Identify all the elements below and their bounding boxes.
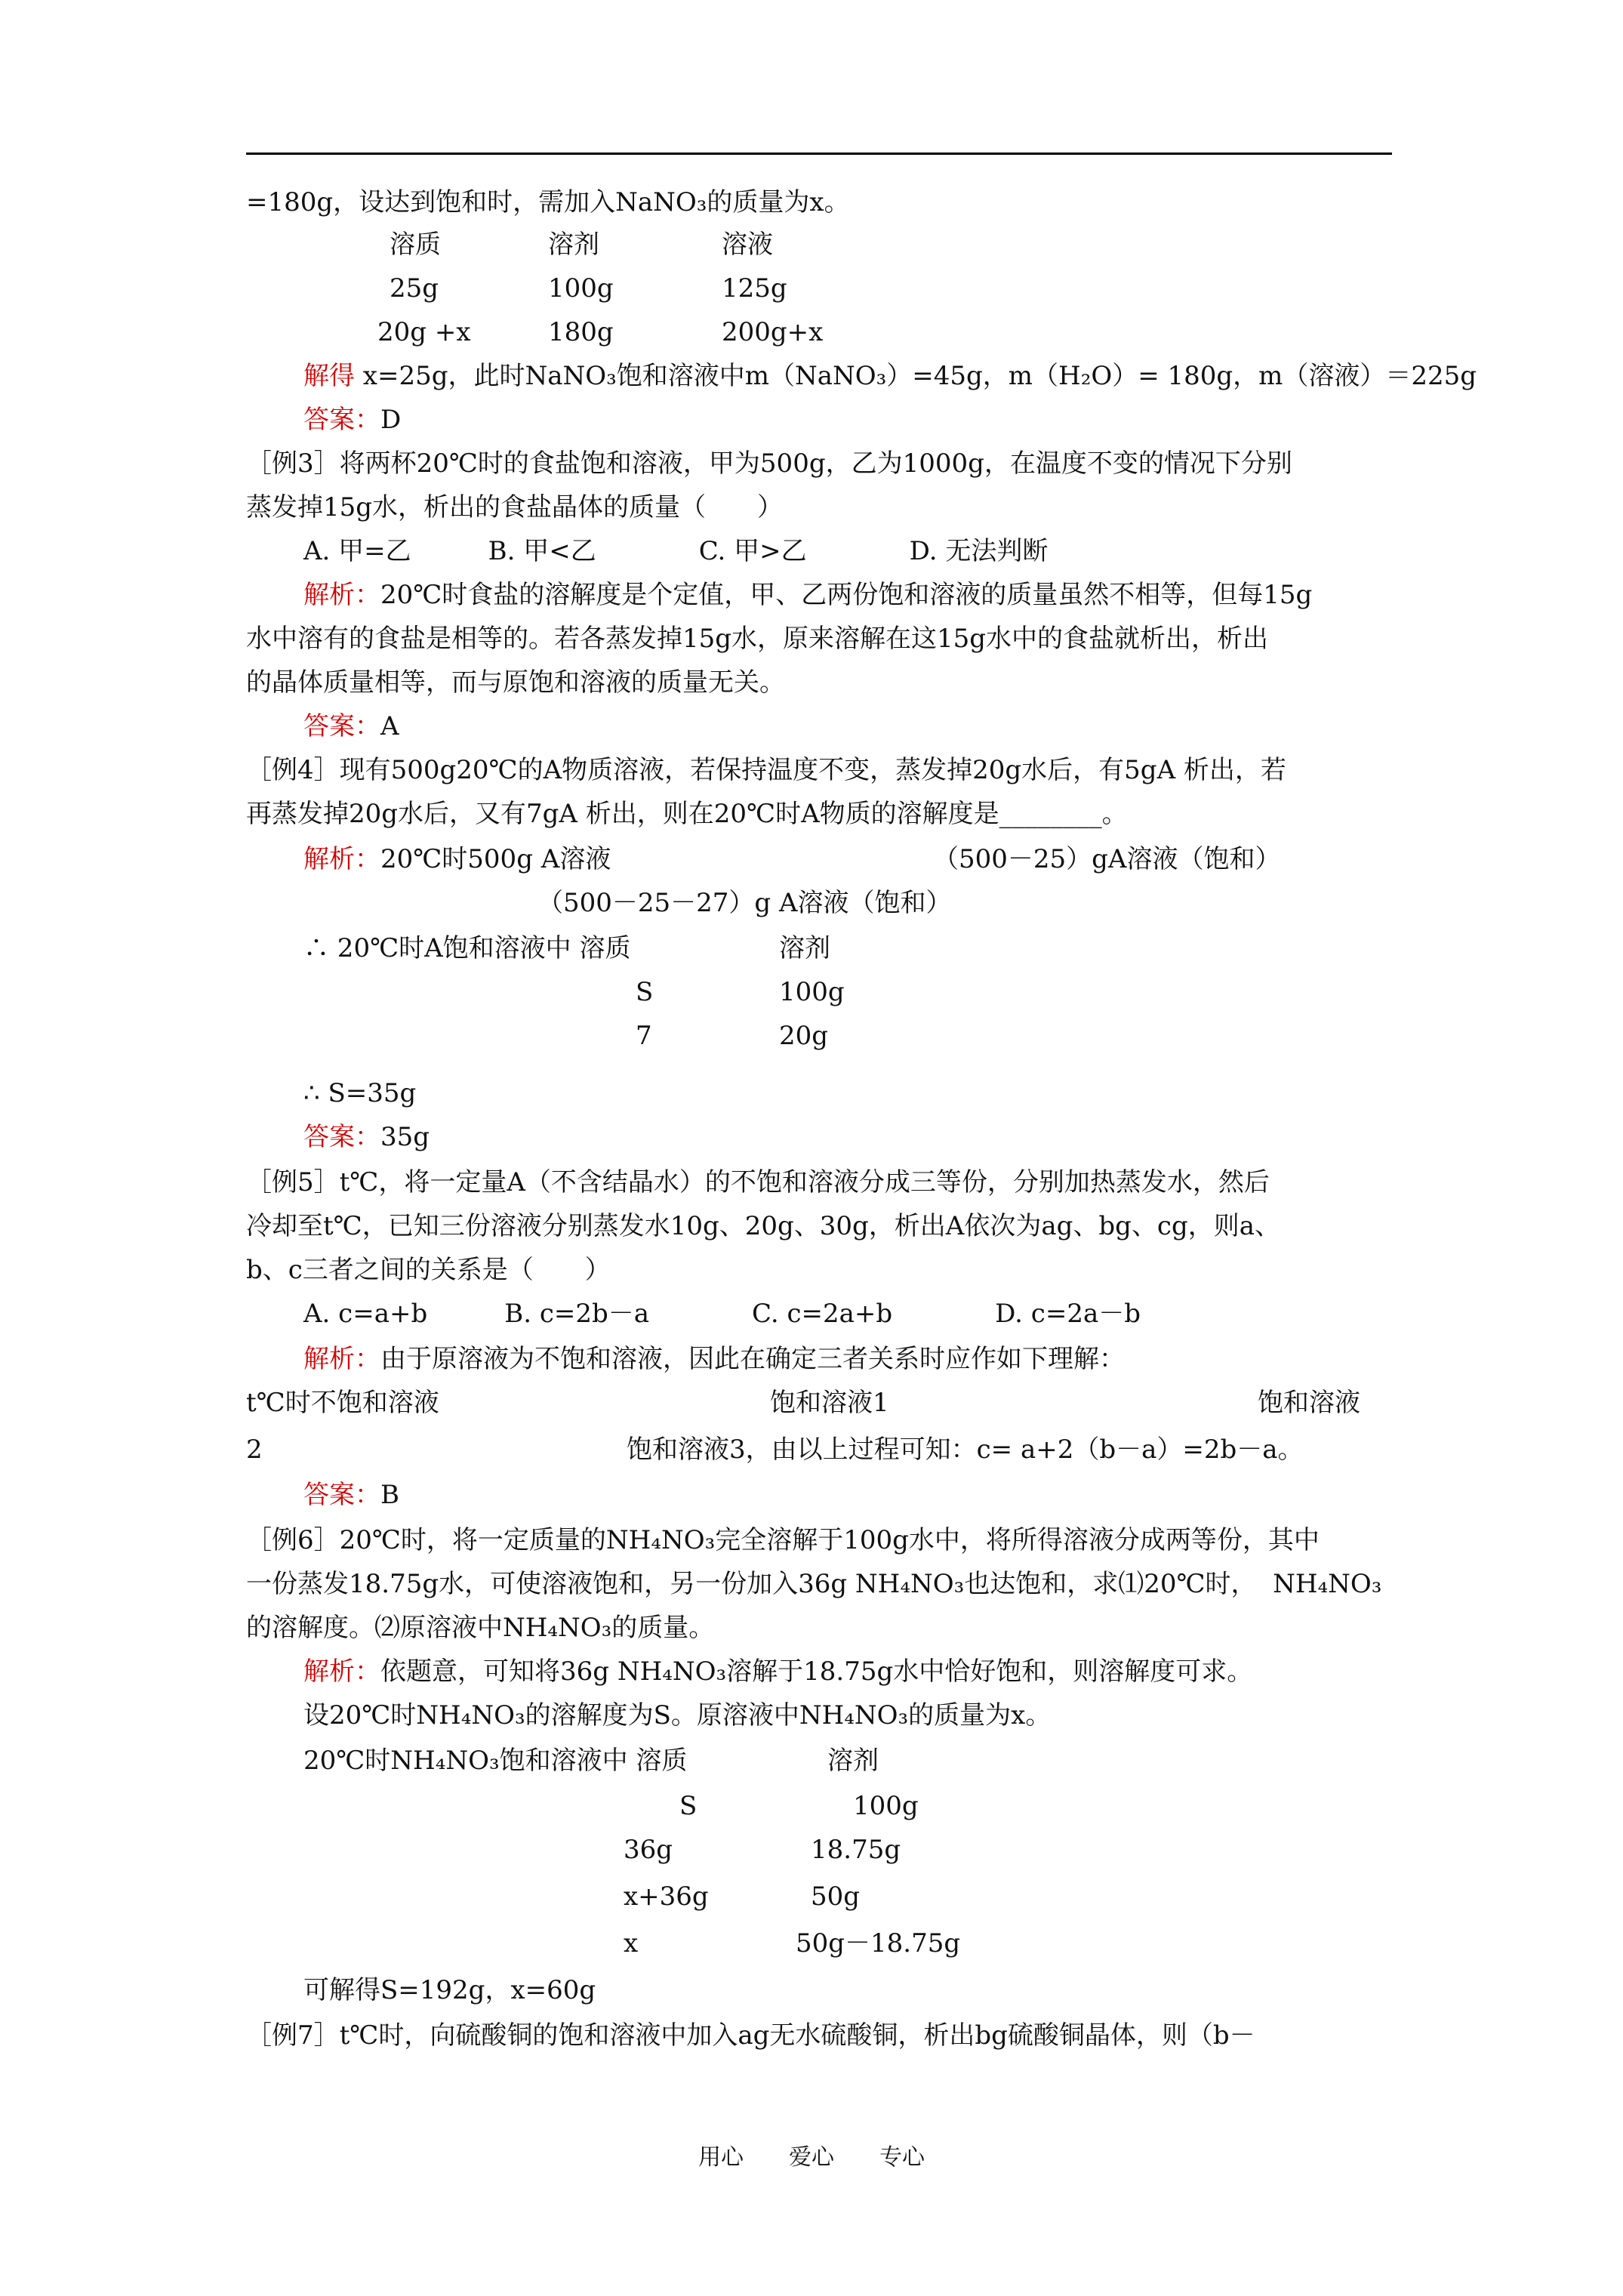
line-text: 冷却至t℃，已知三份溶液分别蒸发水10g、20g、30g，析出A依次为ag、bg、cg，则a、 [246,1211,1280,1241]
line-text: 125g [722,273,787,304]
line-text: b、c三者之间的关系是（ ） [246,1255,611,1285]
text-line [303,843,611,876]
line-text: 饱和溶液3，由以上过程可知：c= a+2（b－a）=2b－a。 [627,1435,1304,1465]
line-text: 蒸发掉15g水，析出的食盐晶体的质量（ ） [246,492,784,522]
line-text: 溶液 [722,230,773,260]
text-line [722,272,787,305]
text-line [303,1699,1051,1732]
text-line [246,1433,263,1466]
text-line [779,1019,828,1052]
line-text: A. c=a+b B. c=2b－a C. c=2a+b D. c=2a－b [303,1299,1141,1329]
line-text: 50g－18.75g [796,1928,961,1959]
line-text: ［例6］20℃时，将一定质量的NH₄NO₃完全溶解于100g水中，将所得溶液分成两等份，其中 [246,1525,1320,1555]
text-line [627,1433,1304,1466]
line-text: 设20℃时NH₄NO₃的溶解度为S。原溶液中NH₄NO₃的质量为x。 [303,1700,1052,1730]
line-text: ∴ 20℃时A饱和溶液中 溶质 [303,933,631,963]
line-text: （500－25－27）g A溶液（饱和） [537,888,952,918]
text-line [624,1833,673,1866]
text-line [303,535,1048,568]
text-line [377,316,471,349]
line-text: x+36g [624,1881,709,1912]
line-text: S [636,977,654,1007]
text-line [537,886,952,920]
text-line [303,1120,430,1154]
line-text: 36g [624,1835,673,1865]
text-line [811,1880,860,1913]
answer-label: 解析： [303,1344,380,1374]
text-line [636,975,653,1009]
text-line [1258,1386,1360,1419]
text-line [722,228,773,261]
line-text: A [380,711,399,741]
line-text: 100g [779,977,845,1007]
text-line [548,316,614,349]
line-text: S [679,1791,698,1821]
text-line [246,491,783,524]
answer-label: 解析： [303,1657,380,1687]
line-text: 20g +x [377,317,471,347]
text-line [624,1927,638,1960]
text-line [796,1927,960,1960]
text-line [246,666,785,699]
line-text: ［例5］t℃，将一定量A（不含结晶水）的不饱和溶液分成三等份，分别加热蒸发水，然后 [246,1167,1270,1197]
line-text: x [624,1928,639,1959]
text-line [853,1789,919,1823]
line-text: 依题意，可知将36g NH₄NO₃溶解于18.75g水中恰好饱和，则溶解度可求。 [380,1657,1253,1687]
line-text: t℃时不饱和溶液 [246,1388,439,1418]
line-text: 18.75g [811,1835,901,1865]
line-text: 一份蒸发18.75g水，可使溶液饱和，另一份加入36g NH₄NO₃也达饱和，求⑴20℃时， NH₄NO₃ [246,1569,1382,1599]
text-line [246,186,850,219]
text-line [246,754,1286,787]
line-text: 溶质 [390,230,441,260]
line-text: 200g+x [722,317,824,347]
line-text: 35g [380,1122,430,1152]
line-text: ［例7］t℃时，向硫酸铜的饱和溶液中加入ag无水硫酸铜，析出bg硫酸铜晶体，则（b－ [246,2020,1255,2051]
text-line [303,403,401,436]
line-text: ［例3］将两杯20℃时的食盐饱和溶液，甲为500g，乙为1000g，在温度不变的情况下分别 [246,448,1292,479]
answer-label: 答案： [303,711,380,741]
text-line [303,1342,1125,1376]
text-line [303,932,630,965]
text-line [246,1386,439,1419]
line-text: 溶剂 [779,933,830,963]
text-line [933,843,1280,876]
line-text: ∴ S=35g [303,1078,417,1108]
text-line [303,1297,1141,1330]
line-text: 由于原溶液为不饱和溶液，因此在确定三者关系时应作如下理解： [380,1344,1125,1374]
line-text: B [380,1480,399,1510]
text-line [811,1833,901,1866]
text-line [246,622,1268,655]
text-line [303,1974,596,2007]
text-line [246,1166,1270,1199]
line-text: 180g [548,317,614,347]
line-text: 20℃时食盐的溶解度是个定值，甲、乙两份饱和溶液的质量虽然不相等，但每15g [380,580,1313,610]
line-text: x=25g，此时NaNO₃饱和溶液中m（NaNO₃）=45g，m（H₂O）= 180g，m（溶液）＝225g [355,361,1477,391]
text-line [246,1524,1320,1557]
answer-label: 答案： [303,1480,380,1510]
line-text: 溶剂 [827,1746,879,1776]
text-line [303,1077,416,1110]
answer-label: 解得 [303,361,355,391]
text-line [827,1744,879,1777]
text-line [246,1210,1280,1243]
text-line [303,1655,1252,1688]
text-line [679,1789,697,1823]
line-text: 7 [636,1021,652,1051]
answer-label: 答案： [303,1122,380,1152]
line-text: 饱和溶液1 [770,1388,889,1418]
line-text: 50g [811,1881,861,1912]
line-text: 溶剂 [548,230,599,260]
text-line [246,1611,714,1644]
line-text: A. 甲=乙 B. 甲<乙 C. 甲>乙 D. 无法判断 [303,536,1049,566]
line-text: D [380,405,402,435]
text-line [548,272,614,305]
text-line [303,578,1312,612]
line-text: 20g [779,1021,829,1051]
text-line [246,797,1128,831]
line-text: ［例4］现有500g20℃的A物质溶液，若保持温度不变，蒸发掉20g水后，有5gA 析出，若 [246,755,1286,785]
answer-label: 解析： [303,580,380,610]
line-text: 可解得S=192g，x=60g [303,1975,596,2005]
text-line [303,1478,399,1512]
page-footer: 用心 爱心 专心 [698,2144,925,2171]
line-text: 20℃时NH₄NO₃饱和溶液中 溶质 [303,1746,688,1776]
text-line [624,1880,709,1913]
text-line [390,272,439,305]
text-line [722,316,823,349]
text-line [246,1567,1381,1601]
line-text: 2 [246,1435,263,1465]
answer-label: 解析： [303,844,380,874]
text-line [303,710,399,743]
text-line [636,1019,652,1052]
text-line [303,359,1477,393]
text-line [548,228,599,261]
line-text: 再蒸发掉20g水后，又有7gA 析出，则在20℃时A物质的溶解度是________。 [246,799,1128,829]
line-text: 100g [548,273,614,304]
text-line [779,975,845,1009]
line-text: 20℃时500g A溶液 [380,844,611,874]
text-line [303,1744,687,1777]
line-text: （500－25）gA溶液（饱和） [933,844,1281,874]
text-line [246,1253,611,1287]
line-text: 25g [390,273,439,304]
text-line [390,228,441,261]
text-line [770,1386,889,1419]
answer-label: 答案： [303,405,380,435]
line-text: 的晶体质量相等，而与原饱和溶液的质量无关。 [246,667,785,698]
line-text: 的溶解度。⑵原溶液中NH₄NO₃的质量。 [246,1613,715,1643]
text-line [779,932,830,965]
header-rule [246,153,1392,155]
line-text: 饱和溶液 [1258,1388,1360,1418]
text-line [246,2019,1255,2052]
line-text: 100g [853,1791,919,1821]
text-line [246,447,1292,480]
line-text: 水中溶有的食盐是相等的。若各蒸发掉15g水，原来溶解在这15g水中的食盐就析出，析出 [246,624,1269,654]
line-text: =180g，设达到饱和时，需加入NaNO₃的质量为x。 [246,187,850,217]
